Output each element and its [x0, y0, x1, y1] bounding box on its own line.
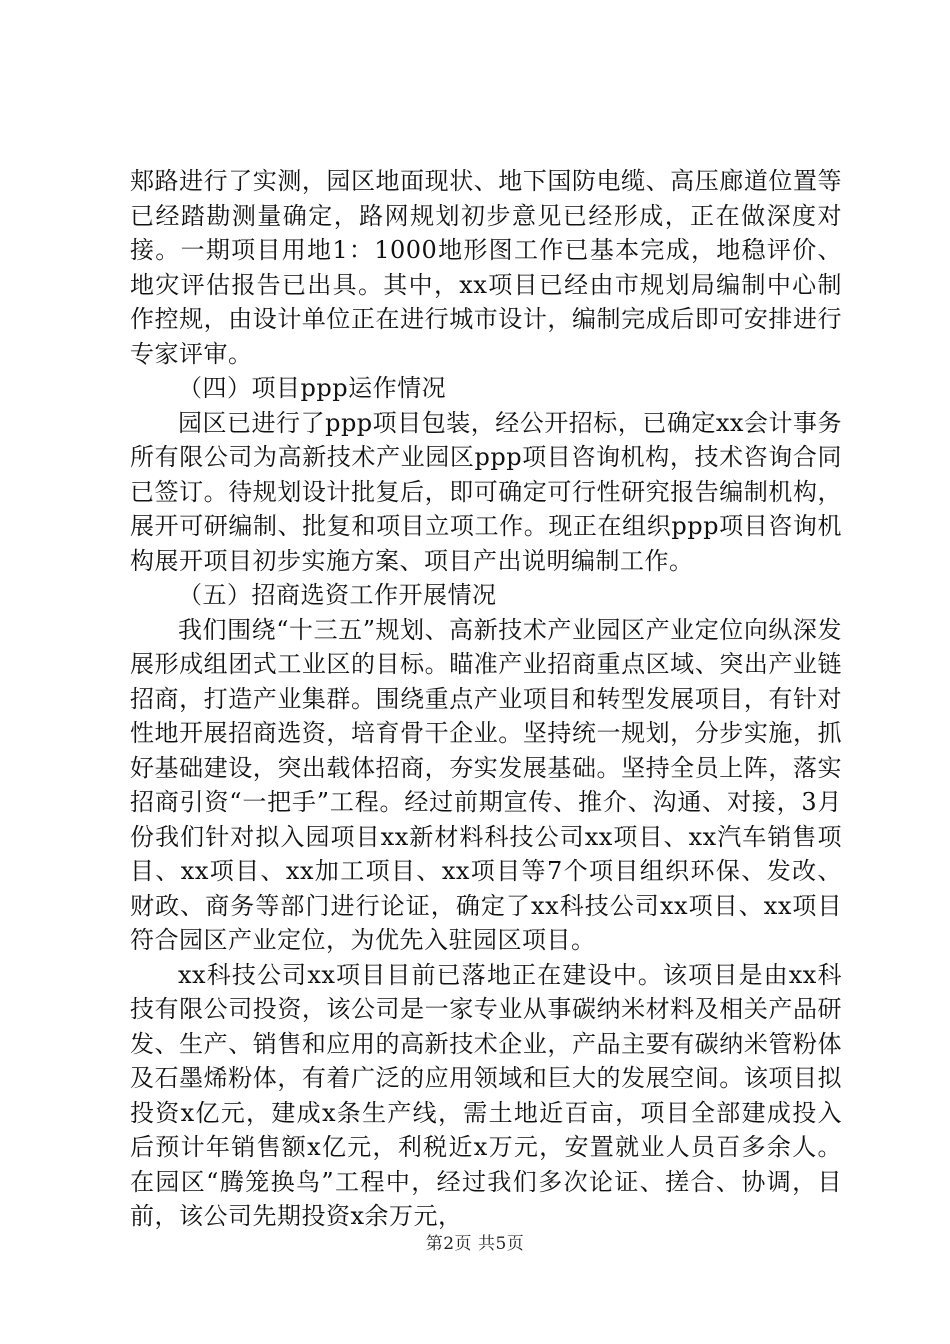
paragraph-ppp-packaging: 园区已进行了ppp项目包装，经公开招标，已确定xx会计事务所有限公司为高新技术产业园区ppp项目咨询机构，技术咨询合同已签订。待规划设计批复后，即可确定可行性研究报告编制机构，展开可研编制、批复和项目立项工作。现正在组织ppp项目咨询机构展开项目初步实施方案、项目产出说明编制工作。 [130, 408, 842, 575]
paragraph-investment-strategy: 我们围绕“十三五”规划、高新技术产业园区产业定位向纵深发展形成组团式工业区的目标。瞄准产业招商重点区域、突出产业链招商，打造产业集群。围绕重点产业项目和转型发展项目，有针对性地开展招商选资，培育骨干企业。坚持统一规划，分步实施，抓好基础建设，突出载体招商，夯实发展基础。坚持全员上阵，落实招商引资“一把手”工程。经过前期宣传、推介、沟通、对接，3月份我们针对拟入园项目xx新材料科技公司xx项目、xx汽车销售项目、xx项目、xx加工项目、xx项目等7个项目组织环保、发改、财政、商务等部门进行论证，确定了xx科技公司xx项目、xx项目符合园区产业定位，为优先入驻园区项目。 [130, 615, 842, 954]
heading-investment-attraction: （五）招商选资工作开展情况 [178, 581, 497, 609]
document-body [130, 164, 842, 1234]
page-number-footer: 第2页 共5页 [425, 1234, 525, 1254]
heading-ppp-operation: （四）项目ppp运作情况 [178, 374, 447, 402]
paragraph-tech-company-project: xx科技公司xx项目目前已落地正在建设中。该项目是由xx科技有限公司投资，该公司是一家专业从事碳纳米材料及相关产品研发、生产、销售和应用的高新技术企业，产品主要有碳纳米管粉体及石墨烯粉体，有着广泛的应用领域和巨大的发展空间。该项目拟投资x亿元，建成x条生产线，需土地近百亩，项目全部建成投入后预计年销售额x亿元，利税近x万元，安置就业人员百多余人。在园区“腾笼换鸟”工程中，经过我们多次论证、搓合、协调，目前，该公司先期投资x余万元， [130, 960, 842, 1230]
paragraph-site-survey: 郏路进行了实测，园区地面现状、地下国防电缆、高压廊道位置等已经踏勘测量确定，路网规划初步意见已经形成，正在做深度对接。一期项目用地1：1000地形图工作已基本完成，地稳评价、地灾评估报告已出具。其中，xx项目已经由市规划局编制中心制作控规，由设计单位正在进行城市设计，编制完成后即可安排进行专家评审。 [130, 167, 842, 368]
